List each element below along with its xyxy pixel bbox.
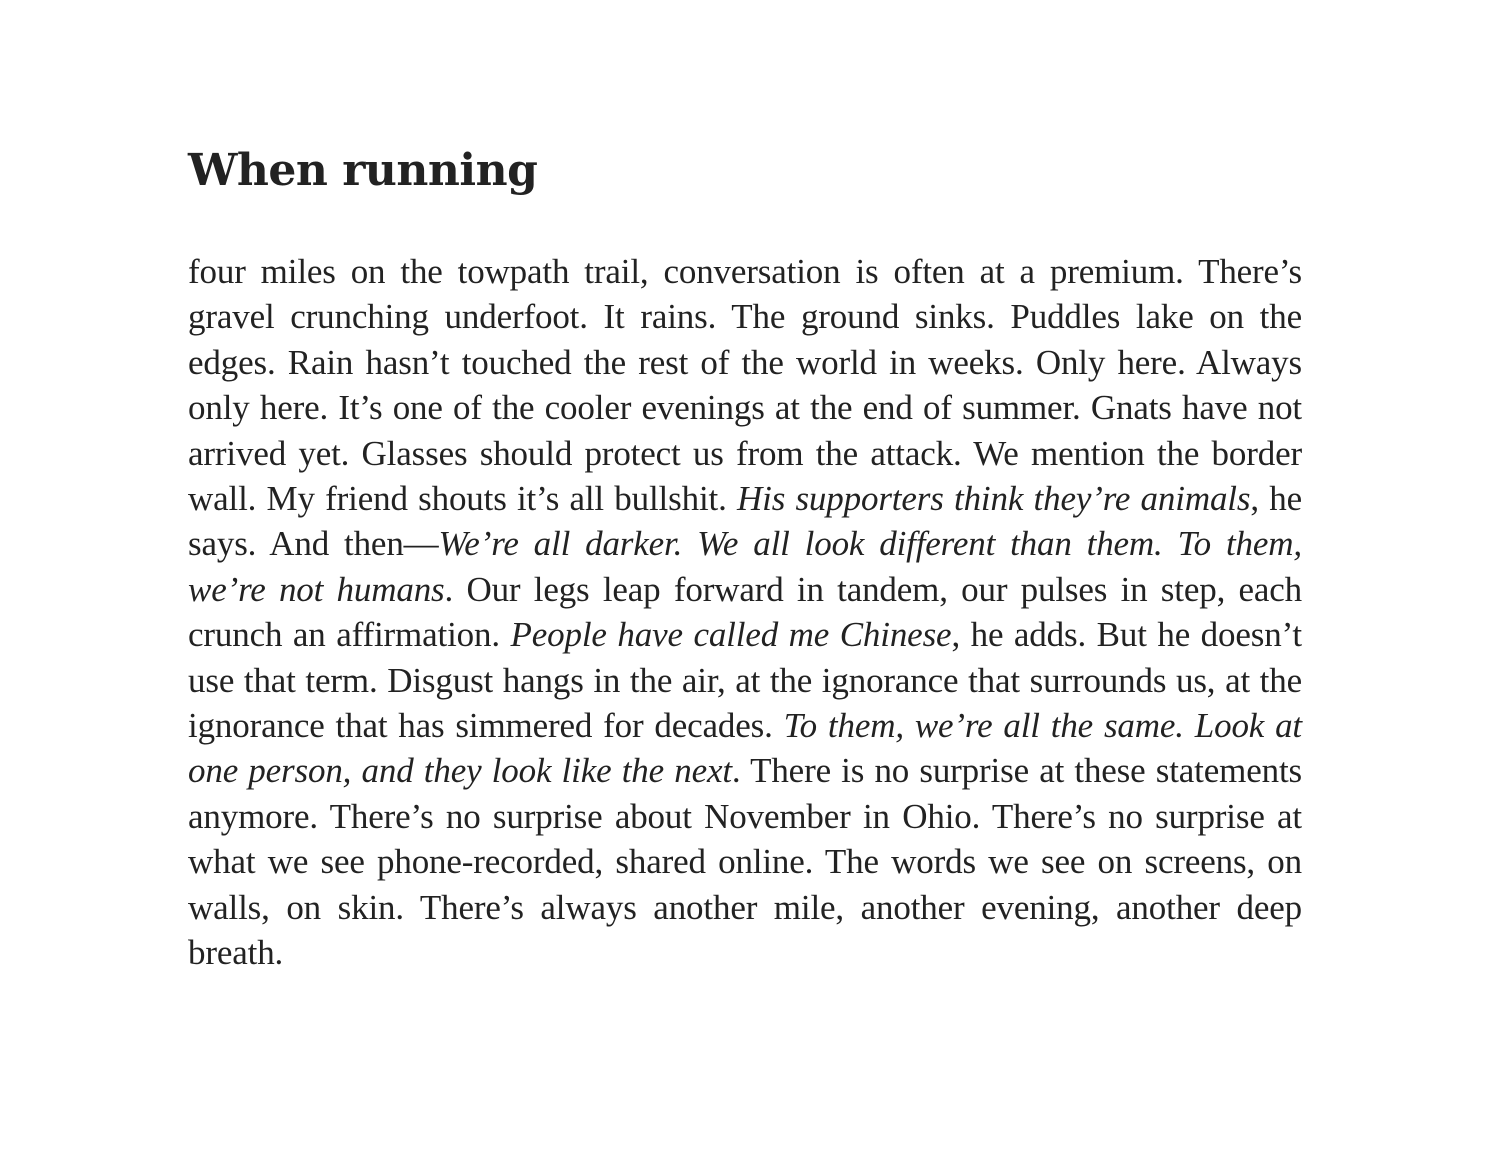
italic-text-run: His supporters think they’re animals (737, 479, 1251, 519)
text-run: . There is no surprise at these statements anymore. There’s no surprise about November in Ohio. There’s no surprise at what we see phone-recorded, shared online. The words we see on screens, on walls, on skin. There’s always another mile, another evening, another deep breath. (188, 751, 1302, 973)
text-run: . Our legs leap forward in tandem, our pulses in step, each crunch an affirmation. (188, 569, 1302, 655)
text-run: , he says. And then— (188, 479, 1302, 564)
body-paragraph (188, 249, 1302, 976)
section-heading: When running (188, 145, 538, 196)
italic-text-run: To them, we’re all the same. Look at one person, and they look like the next (188, 706, 1302, 791)
document-page (188, 143, 1302, 976)
text-run: four miles on the towpath trail, conversation is often at a premium. There’s gravel crunching underfoot. It rains. The ground sinks. Puddles lake on the edges. Rain hasn’t touched the rest of the world in weeks. Only here. Always only here. It’s one of the cooler evenings at the end of summer. Gnats have not arrived yet. Glasses should protect us from the attack. We mention the border wall. My friend shouts it’s all bullshit. (188, 252, 1302, 519)
italic-text-run: People have called me Chinese (510, 615, 952, 655)
text-run: , he adds. But he doesn’t use that term. Disgust hangs in the air, at the ignorance that surrounds us, at the ignorance that has simmered for decades. (188, 615, 1303, 746)
italic-text-run: We’re all darker. We all look different than them. To them, we’re not humans (188, 524, 1302, 609)
